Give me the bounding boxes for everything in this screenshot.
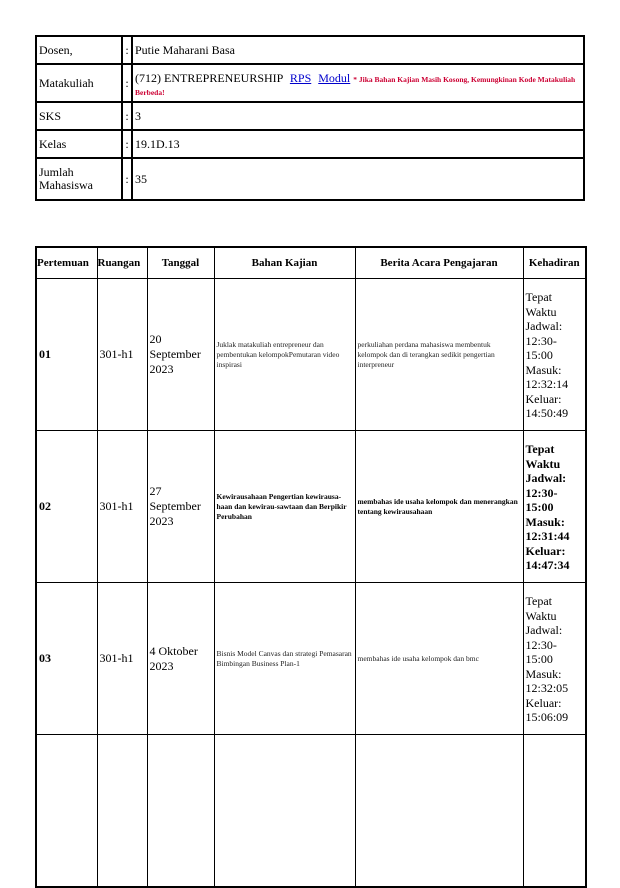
header-berita-acara: Berita Acara Pengajaran (355, 247, 523, 279)
header-tanggal: Tanggal (147, 247, 214, 279)
bahan-kajian-cell: Juklak matakuliah entrepreneur dan pembentukan kelompokPemutaran video inspirasi (214, 279, 355, 431)
dosen-row (36, 36, 584, 64)
berita-acara-cell: membahas ide usaha kelompok dan bmc (355, 583, 523, 735)
pertemuan-cell: 03 (36, 583, 97, 735)
modul-link[interactable]: Modul (318, 71, 351, 85)
sks-value: 3 (132, 102, 584, 130)
kelas-label: Kelas (36, 130, 122, 158)
kehadiran-line: Keluar: (525, 543, 566, 558)
header-bahan-kajian: Bahan Kajian (214, 247, 355, 279)
kehadiran-line: 15:00 (525, 348, 553, 362)
jumlah-label: Jumlah Mahasiswa (36, 158, 122, 200)
dosen-value: Putie Maharani Basa (132, 36, 584, 64)
tanggal-cell: 4 Oktober 2023 (147, 583, 214, 735)
table-row (36, 583, 586, 735)
ruangan-cell: 301-h1 (97, 279, 147, 431)
kehadiran-line: 12:32:05 (525, 681, 569, 695)
jumlah-row (36, 158, 584, 200)
pertemuan-cell: 02 (36, 431, 97, 583)
kehadiran-line: 14:47:34 (525, 558, 570, 572)
rps-link[interactable]: RPS (289, 71, 312, 85)
matakuliah-label: Matakuliah (36, 64, 122, 102)
kehadiran-line: Jadwal: (525, 471, 567, 485)
kehadiran-cell (523, 583, 586, 735)
kelas-value: 19.1D.13 (132, 130, 584, 158)
kehadiran-line: 15:06:09 (525, 710, 569, 724)
kehadiran-line: Tepat (525, 290, 552, 304)
matakuliah-value: (712) ENTREPRENEURSHIP (135, 71, 283, 85)
kehadiran-line: Waktu (525, 608, 557, 623)
colon: : (122, 158, 132, 200)
warning-note: * Jika Bahan Kajian Masih Kosong, Kemungkinan Kode Matakuliah Berbeda! (135, 75, 576, 97)
kehadiran-line: Tepat (525, 442, 555, 456)
pertemuan-cell: 01 (36, 279, 97, 431)
colon: : (122, 36, 132, 64)
table-row (36, 431, 586, 583)
ruangan-cell: 301-h1 (97, 431, 147, 583)
kehadiran-line: Jadwal: (525, 319, 563, 333)
bahan-kajian-cell: Bisnis Model Canvas dan strategi Pemasaran Bimbingan Business Plan-1 (214, 583, 355, 735)
table-continuation-row (36, 735, 586, 887)
dosen-label: Dosen, (36, 36, 122, 64)
kehadiran-cell (523, 279, 586, 431)
kehadiran-line: 15:00 (525, 652, 553, 666)
kehadiran-line: Waktu (525, 304, 557, 319)
table-header-row (36, 247, 586, 279)
jumlah-value: 35 (132, 158, 584, 200)
header-kehadiran: Kehadiran (523, 247, 586, 279)
course-info-table (35, 35, 585, 201)
table-row (36, 279, 586, 431)
sessions-table (35, 246, 587, 888)
tanggal-cell: 20 September 2023 (147, 279, 214, 431)
header-pertemuan: Pertemuan (36, 247, 97, 279)
kehadiran-line: Masuk: (525, 362, 562, 377)
kehadiran-line: Jadwal: (525, 623, 563, 637)
header-ruangan: Ruangan (97, 247, 147, 279)
sks-row (36, 102, 584, 130)
kelas-row (36, 130, 584, 158)
bahan-kajian-cell: Kewirausahaan Pengertian kewirausa-haan dan kewirau-sawtaan dan Berpikir Perubahan (214, 431, 355, 583)
kehadiran-line: 12:30- (525, 333, 557, 348)
colon: : (122, 130, 132, 158)
kehadiran-line: 14:50:49 (525, 406, 569, 420)
kehadiran-line: Masuk: (525, 514, 565, 529)
kehadiran-line: 15:00 (525, 500, 554, 514)
kehadiran-line: Keluar: (525, 391, 562, 406)
kehadiran-line: 12:30- (525, 637, 557, 652)
kehadiran-line: 12:30- (525, 485, 558, 500)
tanggal-cell: 27 September 2023 (147, 431, 214, 583)
berita-acara-cell: membahas ide usaha kelompok dan menerangkan tentang kewirausahaan (355, 431, 523, 583)
kehadiran-line: 12:31:44 (525, 529, 570, 543)
kehadiran-line: Keluar: (525, 695, 562, 710)
matakuliah-cell (132, 64, 584, 102)
ruangan-cell: 301-h1 (97, 583, 147, 735)
kehadiran-line: Masuk: (525, 666, 562, 681)
kehadiran-cell (523, 431, 586, 583)
colon: : (122, 102, 132, 130)
kehadiran-line: Tepat (525, 594, 552, 608)
kehadiran-line: Waktu (525, 456, 561, 471)
sks-label: SKS (36, 102, 122, 130)
kehadiran-line: 12:32:14 (525, 377, 569, 391)
matakuliah-row (36, 64, 584, 102)
colon: : (122, 64, 132, 102)
berita-acara-cell: perkuliahan perdana mahasiswa membentuk kelompok dan di terangkan sedikit pengertian interpreneur (355, 279, 523, 431)
